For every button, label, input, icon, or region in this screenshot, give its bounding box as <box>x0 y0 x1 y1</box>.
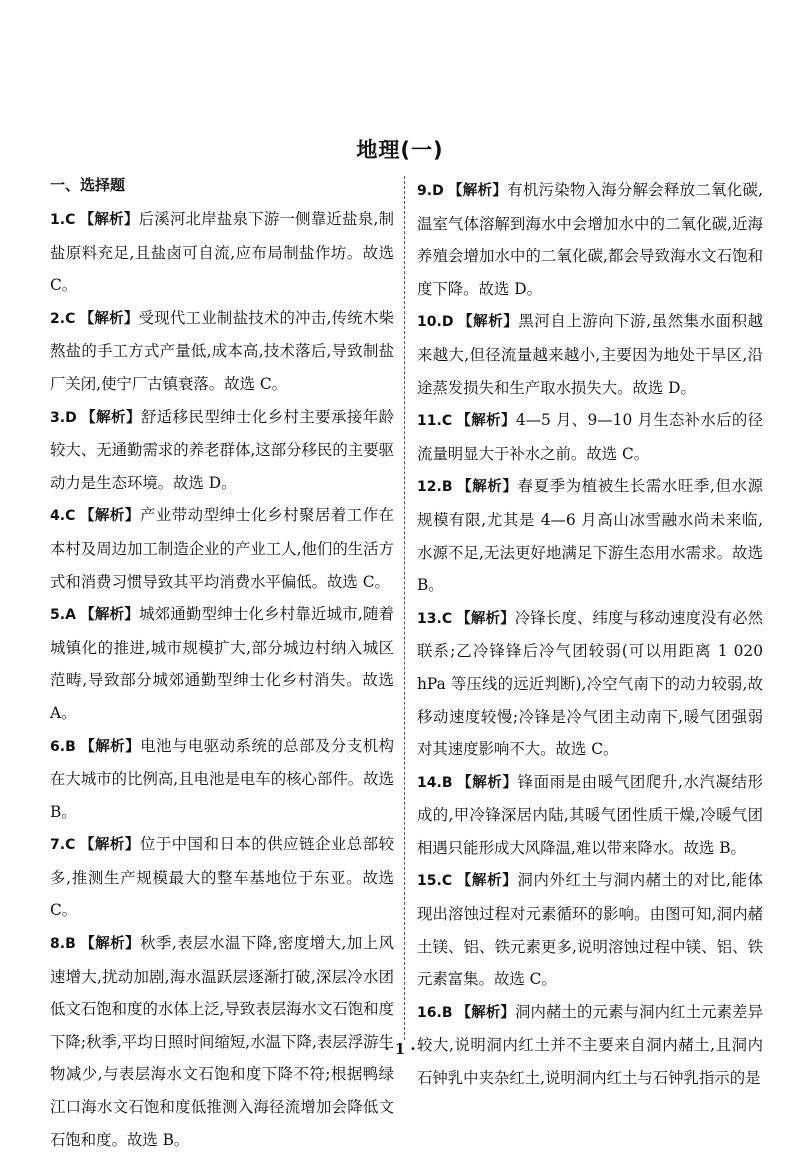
item-number: 15. <box>417 873 442 890</box>
item-answer: C <box>441 610 453 627</box>
answer-item <box>50 499 394 598</box>
answer-item <box>417 602 763 766</box>
item-number: 1. <box>50 212 66 228</box>
answer-item <box>50 730 394 829</box>
item-number: 8. <box>50 936 66 953</box>
analysis-tag: 【解析】 <box>456 1004 516 1021</box>
item-explanation: 洞内赭土的元素与洞内红土元素差异较大,说明洞内红土并不主要来自洞内赭土,且洞内石钟乳中夹杂红土,说明洞内红土与石钟乳指示的是 <box>417 1002 763 1088</box>
item-answer: D <box>65 409 77 426</box>
item-explanation: 产业带动型绅士化乡村聚居着工作在本村及周边加工制造企业的产业工人,他们的生活方式和消费习惯导致其平均消费水平偏低。故选 C。 <box>50 506 394 591</box>
item-number: 11. <box>417 413 442 430</box>
analysis-tag: 【解析】 <box>79 936 141 953</box>
item-explanation: 4—5 月、9—10 月生态补水后的径流量明显大于补水之前。故选 C。 <box>417 411 764 463</box>
analysis-tag: 【解析】 <box>79 310 139 327</box>
item-answer: B <box>65 936 76 953</box>
item-explanation: 洞内外红土与洞内赭土的对比,能体现出溶蚀过程对元素循环的影响。由图可知,洞内赭土镁、铝、铁元素更多,说明溶蚀过程中镁、铝、铁元素富集。故选 C。 <box>417 871 763 989</box>
analysis-tag: 【解析】 <box>456 873 518 890</box>
answer-item <box>417 404 763 470</box>
answer-item <box>50 598 394 729</box>
item-answer: C <box>65 837 76 854</box>
analysis-tag: 【解析】 <box>456 479 518 496</box>
item-number: 3. <box>50 409 66 426</box>
answer-item <box>50 203 394 302</box>
item-explanation: 冷锋长度、纬度与移动速度没有必然联系;乙冷锋锋后冷气团较弱(可以用距离 1 020 hPa 等压线的远近判断),冷空气南下的动力较弱,故移动速度较慢;冷锋是冷气团主动南下,暖气团强弱对其速度影响不大。故选 C。 <box>417 608 763 759</box>
answer-item <box>50 302 394 401</box>
analysis-tag: 【解析】 <box>80 409 141 426</box>
item-number: 13. <box>417 610 442 627</box>
item-number: 14. <box>417 774 442 791</box>
item-number: 10. <box>417 314 442 331</box>
answer-item <box>417 864 763 995</box>
item-explanation: 春夏季为植被生长需水旺季,但水源规模有限,尤其是 4—6 月高山冰雪融水尚未来临,水源不足,无法更好地满足下游生态用水需求。故选 B。 <box>417 477 763 595</box>
item-number: 4. <box>50 508 66 525</box>
answer-item <box>417 174 763 305</box>
item-number: 6. <box>50 738 66 755</box>
item-answer: B <box>441 1004 453 1021</box>
item-explanation: 舒适移民型绅士化乡村主要承接年龄较大、无通勤需求的养老群体,这部分移民的主要驱动力是生态环境。故选 D。 <box>50 407 394 492</box>
item-explanation: 城郊通勤型绅士化乡村靠近城市,随着城镇化的推进,城市规模扩大,部分城边村纳入城区范畴,导致部分城郊通勤型绅士化乡村消失。故选 A。 <box>50 605 394 722</box>
item-explanation: 受现代工业制盐技术的冲击,传统木柴熬盐的手工方式产量低,成本高,技术落后,导致制盐厂关闭,使宁厂古镇衰落。故选 C。 <box>50 308 394 393</box>
item-answer: D <box>441 314 454 331</box>
item-answer: B <box>441 774 453 791</box>
analysis-tag: 【解析】 <box>456 774 518 791</box>
item-answer: C <box>65 212 76 228</box>
item-explanation: 锋面雨是由暖气团爬升,水汽凝结形成的,甲冷锋深居内陆,其暖气团性质干燥,冷暖气团相遇只能形成大风降温,难以带来降水。故选 B。 <box>417 772 763 857</box>
item-answer: D <box>432 183 444 199</box>
item-number: 7. <box>50 837 66 854</box>
answer-item <box>50 401 394 500</box>
answer-item <box>417 305 763 404</box>
item-number: 9. <box>417 183 433 199</box>
item-number: 5. <box>50 607 66 624</box>
analysis-tag: 【解析】 <box>79 738 141 755</box>
item-explanation: 电池与电驱动系统的总部及分支机构在大城市的比例高,且电池是电车的核心部件。故选 B。 <box>50 736 394 821</box>
analysis-tag: 【解析】 <box>79 607 140 624</box>
answer-item <box>417 470 763 601</box>
answer-item <box>50 828 394 927</box>
item-answer: A <box>65 607 76 624</box>
analysis-tag: 【解析】 <box>447 183 508 199</box>
analysis-tag: 【解析】 <box>79 837 140 854</box>
item-number: 16. <box>417 1004 442 1021</box>
right-item-list <box>417 174 763 1095</box>
page-number: · 1 · <box>384 1040 416 1058</box>
item-number: 12. <box>417 479 442 496</box>
left-item-list <box>50 203 394 1156</box>
column-divider <box>404 176 405 1040</box>
item-answer: C <box>441 873 453 890</box>
analysis-tag: 【解析】 <box>456 610 515 627</box>
item-explanation: 秋季,表层水温下降,密度增大,加上风速增大,扰动加剧,海水温跃层逐渐打破,深层冷水团低文石饱和度的水体上泛,导致表层海水文石饱和度下降;秋季,平均日照时间缩短,水温下降,表层浮游生物减少,与表层海水文石饱和度下降不符;根据鸭绿江口海水文石饱和度低推测入海径流增加会降低文石饱和度。故选 B。 <box>50 934 394 1149</box>
analysis-tag: 【解析】 <box>457 314 519 331</box>
answer-item <box>417 766 763 865</box>
item-explanation: 后溪河北岸盐泉下游一侧靠近盐泉,制盐原料充足,且盐卤可自流,应布局制盐作坊。故选 C。 <box>50 210 394 295</box>
section-heading: 一、选择题 <box>50 176 126 194</box>
item-answer: C <box>65 310 76 327</box>
item-explanation: 黑河自上游向下游,虽然集水面积越来越大,但径流量越来越小,主要因为地处干旱区,沿途蒸发损失和生产取水损失大。故选 D。 <box>417 312 763 397</box>
item-answer: B <box>441 479 453 496</box>
page-title: 地理(一) <box>356 138 444 162</box>
item-answer: B <box>65 738 76 755</box>
analysis-tag: 【解析】 <box>456 413 516 430</box>
analysis-tag: 【解析】 <box>79 212 139 228</box>
analysis-tag: 【解析】 <box>79 508 140 525</box>
item-explanation: 位于中国和日本的供应链企业总部较多,推测生产规模最大的整车基地位于东亚。故选 C。 <box>50 835 394 920</box>
item-number: 2. <box>50 310 66 327</box>
item-explanation: 有机污染物入海分解会释放二氧化碳,温室气体溶解到海水中会增加水中的二氧化碳,近海养殖会增加水中的二氧化碳,都会导致海水文石饱和度下降。故选 D。 <box>417 181 763 298</box>
left-column <box>50 174 394 1156</box>
item-answer: C <box>65 508 76 525</box>
right-column <box>417 174 763 1095</box>
item-answer: C <box>441 413 453 430</box>
